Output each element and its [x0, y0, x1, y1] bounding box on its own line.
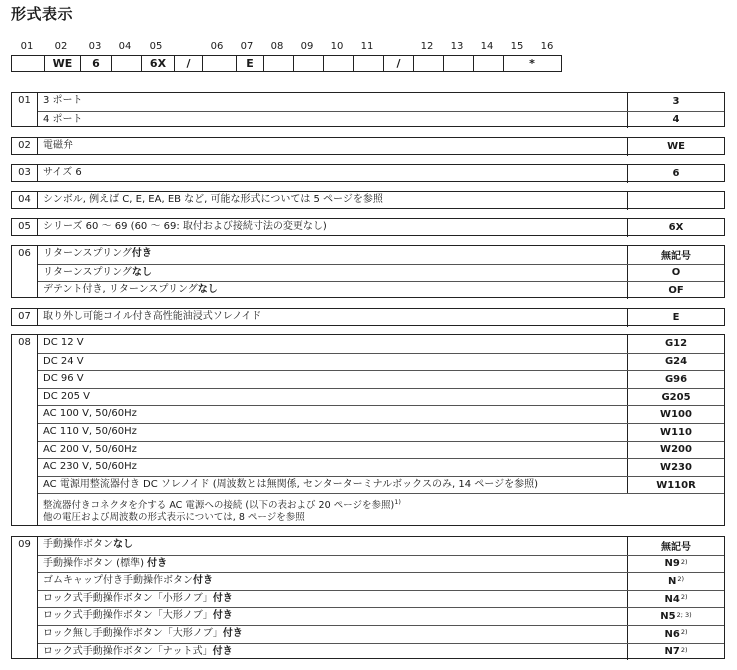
group-number: 09 — [12, 537, 38, 658]
option-description: ロック式手動操作ボタン「小形ノブ」付き — [43, 592, 233, 604]
option-description: 手動操作ボタン (標準) 付き — [43, 557, 168, 569]
option-row — [38, 192, 724, 210]
option-row — [38, 309, 724, 327]
option-description: DC 205 V — [43, 390, 90, 402]
option-row — [38, 405, 724, 423]
option-group-06 — [11, 245, 725, 298]
option-description: ロック無し手動操作ボタン「大形ノブ」付き — [43, 628, 243, 639]
option-code: OF — [627, 282, 724, 299]
option-description: ロック式手動操作ボタン「ナット式」付き — [43, 645, 233, 657]
option-description: シリーズ 60 ～ 69 (60 ～ 69: 取付および接続寸法の変更なし) — [43, 221, 327, 232]
option-code: WE — [627, 138, 724, 156]
code-cell: 6 — [81, 56, 112, 71]
note-text: 整流器付きコネクタを介する AC 電源への接続 (以下の表および 20 ページを参照)$^{1)}$ — [43, 498, 401, 512]
option-code — [627, 192, 724, 210]
option-description: 4 ポート — [43, 113, 83, 125]
position-number: 03 — [88, 41, 102, 52]
position-number: 16 — [540, 41, 554, 52]
option-code: O — [627, 265, 724, 282]
option-row — [38, 246, 724, 264]
code-cell: / — [384, 56, 414, 71]
group-number: 06 — [12, 246, 38, 297]
option-group-09 — [11, 536, 725, 659]
option-description: リターンスプリングなし — [43, 266, 152, 278]
option-row — [38, 458, 724, 476]
option-group-02 — [11, 137, 725, 155]
code-cell — [474, 56, 504, 71]
code-cell — [414, 56, 444, 71]
option-code: N4 $^{2)}$ — [627, 591, 724, 608]
code-cell: / — [175, 56, 203, 71]
code-cell — [264, 56, 294, 71]
option-code: 6 — [627, 165, 724, 183]
position-number: 11 — [360, 41, 374, 52]
position-number: 10 — [330, 41, 344, 52]
option-description: ゴムキャップ付き手動操作ボタン付き — [43, 575, 213, 587]
option-row — [38, 476, 724, 494]
option-description: 電磁弁 — [43, 140, 73, 151]
option-code: N5 $^{2; 3)}$ — [627, 608, 724, 625]
option-row — [38, 138, 724, 156]
position-number: 04 — [118, 41, 132, 52]
option-description: ロック式手動操作ボタン「大形ノブ」付き — [43, 610, 233, 622]
option-description: DC 24 V — [43, 355, 84, 367]
code-cell — [444, 56, 474, 71]
group-number: 01 — [12, 93, 38, 126]
code-cell: 6X — [142, 56, 175, 71]
option-code: 6X — [627, 219, 724, 237]
option-row — [38, 643, 724, 661]
position-number: 15 — [510, 41, 524, 52]
option-group-03 — [11, 164, 725, 182]
option-row — [38, 264, 724, 282]
option-description: AC 電源用整流器付き DC ソレノイド (周波数とは無関係, センターターミナルボックスのみ, 14 ページを参照) — [43, 478, 538, 490]
option-row — [38, 441, 724, 459]
position-number: 14 — [480, 41, 494, 52]
option-description: 取り外し可能コイル付き高性能油浸式ソレノイド — [43, 311, 262, 322]
position-number: 05 — [149, 41, 163, 52]
option-code: 無記号 — [627, 246, 724, 264]
option-description: DC 96 V — [43, 373, 84, 385]
option-row — [38, 353, 724, 371]
option-description: 手動操作ボタンなし — [43, 539, 133, 550]
option-row — [38, 625, 724, 643]
option-description: リターンスプリング付き — [43, 248, 152, 259]
option-row — [38, 93, 724, 111]
option-row — [38, 165, 724, 183]
option-row — [38, 423, 724, 441]
option-group-01 — [11, 92, 725, 127]
page-title: 形式表示 — [11, 5, 74, 23]
code-cell: WE — [45, 56, 81, 71]
option-code: N $^{2)}$ — [627, 573, 724, 590]
note-row — [38, 493, 724, 527]
code-cell: * — [529, 57, 535, 70]
position-number: 08 — [270, 41, 284, 52]
option-code: G96 — [627, 371, 724, 388]
option-group-05 — [11, 218, 725, 236]
position-number: 02 — [54, 41, 68, 52]
option-description: シンボル, 例えば C, E, EA, EB など, 可能な形式については 5 ページを参照 — [43, 194, 383, 205]
option-group-08 — [11, 334, 725, 526]
option-code: N9 $^{2)}$ — [627, 556, 724, 573]
group-number: 04 — [12, 192, 38, 208]
code-cell — [324, 56, 354, 71]
position-number: 01 — [20, 41, 34, 52]
code-cell — [294, 56, 324, 71]
option-row — [38, 219, 724, 237]
option-row — [38, 388, 724, 406]
group-number: 03 — [12, 165, 38, 181]
group-number: 02 — [12, 138, 38, 154]
option-code: 3 — [627, 93, 724, 111]
option-description: デテント付き, リターンスプリングなし — [43, 284, 218, 296]
option-code: W200 — [627, 442, 724, 459]
position-number: 07 — [240, 41, 254, 52]
code-cell — [354, 56, 384, 71]
option-code: W110R — [627, 477, 724, 494]
option-code: W100 — [627, 406, 724, 423]
option-description: AC 100 V, 50/60Hz — [43, 408, 137, 420]
position-number: 09 — [300, 41, 314, 52]
option-code: G12 — [627, 335, 724, 353]
option-code: N7 $^{2)}$ — [627, 644, 724, 661]
option-row — [38, 555, 724, 573]
option-code: W230 — [627, 459, 724, 476]
option-code: 4 — [627, 112, 724, 129]
option-description: AC 200 V, 50/60Hz — [43, 443, 137, 455]
ordering-code-strip — [11, 55, 562, 72]
option-row — [38, 607, 724, 625]
option-code: W110 — [627, 424, 724, 441]
code-cell — [203, 56, 237, 71]
option-description: 3 ポート — [43, 95, 83, 106]
option-row — [38, 111, 724, 129]
option-description: AC 110 V, 50/60Hz — [43, 426, 137, 437]
option-code: E — [627, 309, 724, 327]
position-number: 12 — [420, 41, 434, 52]
group-number: 08 — [12, 335, 38, 525]
option-row — [38, 335, 724, 353]
option-code: G205 — [627, 389, 724, 406]
group-number: 07 — [12, 309, 38, 325]
option-row — [38, 281, 724, 299]
option-description: DC 12 V — [43, 337, 84, 348]
group-number: 05 — [12, 219, 38, 235]
option-row — [38, 370, 724, 388]
option-row — [38, 590, 724, 608]
option-group-07 — [11, 308, 725, 326]
code-cell — [12, 56, 45, 71]
option-code: N6 $^{2)}$ — [627, 626, 724, 643]
code-cell: E — [237, 56, 264, 71]
code-cell — [112, 56, 142, 71]
option-description: サイズ 6 — [43, 167, 82, 178]
option-description: AC 230 V, 50/60Hz — [43, 461, 137, 473]
option-row — [38, 572, 724, 590]
position-number: 06 — [210, 41, 224, 52]
option-group-04 — [11, 191, 725, 209]
note-text: 他の電圧および周波数の形式表示については, 8 ページを参照 — [43, 512, 305, 524]
option-row — [38, 537, 724, 555]
position-number: 13 — [450, 41, 464, 52]
option-code: G24 — [627, 354, 724, 371]
option-code: 無記号 — [627, 537, 724, 555]
